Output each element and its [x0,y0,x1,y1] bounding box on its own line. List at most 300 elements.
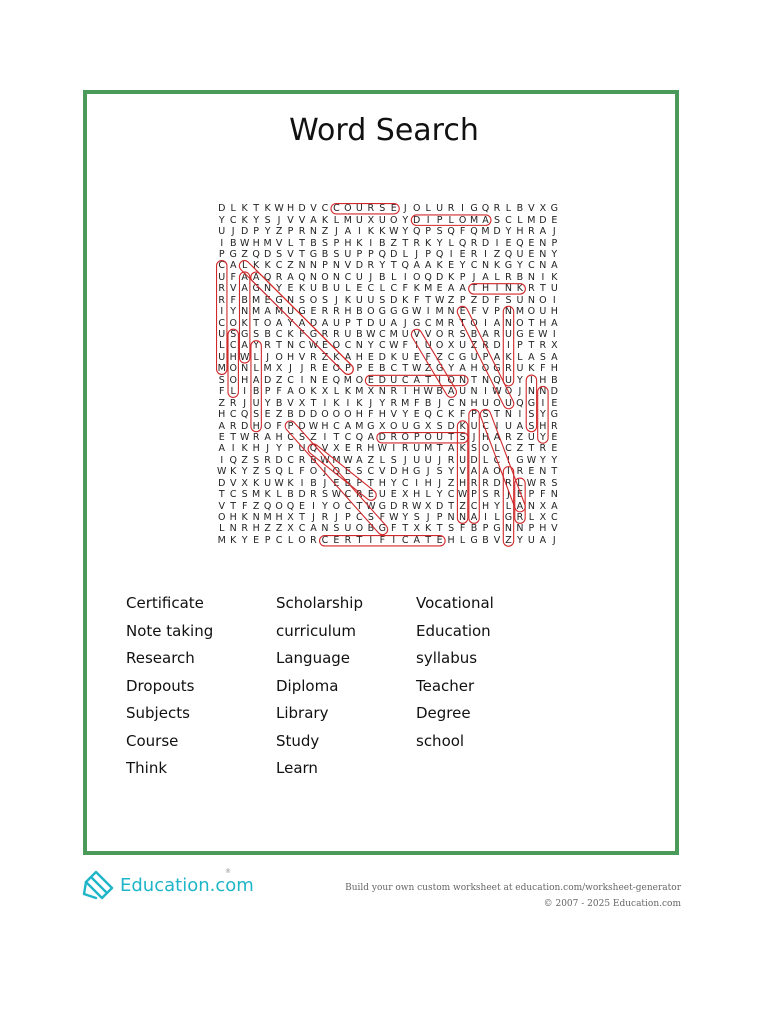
grid-letter: J [312,512,315,524]
grid-letter: P [528,523,535,535]
grid-letter: P [356,477,363,489]
grid-letter: O [401,431,409,443]
grid-letter: Y [459,260,466,272]
grid-letter: R [229,397,237,409]
grid-letter: S [253,409,260,421]
grid-letter: Q [309,443,318,455]
grid-letter: P [494,306,500,318]
grid-row [216,237,560,248]
grid-letter: X [539,512,547,524]
grid-letter: V [379,466,386,478]
grid-letter: Z [367,454,375,466]
grid-letter: E [390,203,397,215]
grid-letter: E [528,248,535,260]
grid-letter: I [438,374,442,386]
grid-letter: E [264,409,271,421]
grid-letter: F [276,420,282,432]
grid-row [216,283,560,294]
grid-letter: V [229,283,237,295]
grid-letter: D [309,409,318,421]
grid-letter: H [401,466,409,478]
grid-letter: L [333,214,340,226]
grid-letter: N [252,512,260,524]
grid-letter: U [470,351,478,363]
grid-letter: V [424,329,432,341]
grid-letter: Q [493,374,501,386]
grid-letter: O [412,203,421,215]
grid-letter: T [448,500,455,512]
grid-letter: Q [481,203,490,215]
grid-letter: O [309,294,318,306]
grid-letter: I [552,329,556,341]
grid-letter: D [550,386,558,398]
grid-letter: K [390,351,397,363]
grid-letter: I [507,340,510,352]
grid-letter: X [367,214,375,226]
grid-letter: M [263,237,272,249]
grid-letter: E [287,283,294,295]
grid-letter: Q [470,226,478,238]
grid-letter: K [241,214,248,226]
grid-letter: N [527,294,535,306]
grid-letter: D [470,454,478,466]
grid-letter: Z [241,454,248,466]
grid-row [216,203,560,214]
grid-letter: I [529,374,533,386]
grid-letter: E [321,374,328,386]
grid-letter: M [435,306,444,318]
grid-letter: J [472,271,476,283]
grid-letter: N [332,260,340,272]
grid-letter: F [494,294,500,306]
grid-letter: R [344,534,352,546]
grid-letter: V [287,397,294,409]
grid-letter: P [322,260,328,272]
grid-letter: T [459,317,466,329]
grid-letter: L [528,512,535,524]
grid-letter: O [229,374,237,386]
grid-letter: A [287,386,294,398]
grid-letter: K [379,226,386,238]
grid-letter: F [379,534,386,546]
grid-letter: H [286,203,295,215]
grid-letter: P [218,248,225,260]
grid-letter: K [551,271,558,283]
grid-letter: R [356,489,363,501]
grid-letter: D [275,454,283,466]
grid-letter: K [287,329,294,341]
word-list [126,592,566,779]
grid-letter: B [252,386,260,398]
grid-letter: E [436,534,443,546]
grid-letter: X [539,500,547,512]
grid-letter: O [332,500,341,512]
grid-letter: E [528,466,535,478]
grid-letter: N [241,363,249,375]
grid-letter: F [413,397,420,409]
grid-letter: T [402,363,409,375]
grid-letter: B [310,454,317,466]
grid-letter: L [402,248,408,260]
grid-letter: S [333,523,340,535]
grid-letter: G [458,351,467,363]
grid-letter: Q [240,409,249,421]
grid-letter: N [527,500,535,512]
grid-letter: R [298,226,306,238]
grid-letter: A [528,351,535,363]
grid-letter: B [516,271,524,283]
grid-letter: Z [436,351,443,363]
grid-letter: F [230,271,236,283]
grid-letter: E [367,489,374,501]
grid-letter: T [356,317,363,329]
grid-row [216,420,560,431]
grid-letter: B [264,329,271,341]
grid-letter: X [367,386,375,398]
grid-letter: H [539,374,547,386]
grid-letter: D [218,203,226,215]
grid-letter: P [345,317,351,329]
grid-letter: D [298,203,306,215]
grid-letter: M [263,363,272,375]
grid-letter: B [379,237,386,249]
grid-letter: G [378,500,386,512]
grid-letter: Z [275,374,283,386]
grid-letter: N [332,271,340,283]
grid-letter: L [287,466,294,478]
grid-letter: N [504,283,512,295]
grid-letter: A [413,534,420,546]
grid-letter: Q [435,248,444,260]
grid-letter: V [298,214,306,226]
grid-letter: T [356,500,363,512]
grid-letter: A [310,214,317,226]
grid-row [216,249,560,260]
grid-letter: Y [448,363,455,375]
grid-letter: L [391,271,397,283]
grid-letter: L [494,512,500,524]
grid-letter: L [505,203,512,215]
grid-letter: I [495,420,499,432]
grid-letter: Y [551,248,558,260]
grid-letter: C [482,420,489,432]
grid-letter: G [390,306,398,318]
grid-letter: Y [287,317,294,329]
grid-letter: A [321,317,329,329]
grid-letter: I [220,237,224,249]
grid-letter: R [310,363,317,375]
grid-letter: W [308,420,319,432]
grid-letter: N [527,386,535,398]
grid-letter: M [401,397,410,409]
grid-letter: Y [230,306,237,318]
grid-letter: R [252,431,260,443]
grid-letter: Q [424,271,432,283]
word-list-item: syllabus [416,649,478,667]
grid-letter: E [448,260,455,272]
grid-letter: G [229,248,237,260]
grid-letter: T [528,317,535,329]
grid-letter: C [298,340,306,352]
grid-letter: V [310,203,317,215]
footer-generator-link[interactable]: Build your own custom worksheet at education.com/worksheet-generator [345,883,681,893]
grid-letter: S [241,489,248,501]
grid-letter: Y [218,214,225,226]
grid-letter: A [344,351,352,363]
grid-letter: P [482,351,489,363]
grid-letter: V [528,203,535,215]
grid-letter: A [551,260,558,272]
grid-letter: C [493,454,501,466]
grid-letter: M [343,214,352,226]
grid-letter: O [263,420,272,432]
grid-letter: Y [402,226,409,238]
worksheet-title: Word Search [289,113,479,148]
grid-letter: A [218,443,225,455]
grid-letter: F [540,489,546,501]
grid-letter: E [356,283,363,295]
grid-letter: R [470,477,478,489]
grid-row [216,306,560,317]
grid-letter: P [356,363,363,375]
grid-letter: I [369,237,373,249]
grid-letter: V [298,351,306,363]
grid-letter: A [447,443,455,455]
grid-row [216,352,560,363]
grid-letter: J [335,512,338,524]
grid-letter: I [484,386,487,398]
grid-letter: K [459,420,466,432]
grid-letter: F [540,363,546,375]
grid-letter: A [493,431,501,443]
grid-letter: L [459,534,466,546]
grid-letter: U [482,397,489,409]
grid-letter: D [481,237,490,249]
grid-letter: N [447,306,455,318]
grid-letter: O [355,523,364,535]
grid-letter: E [528,329,535,341]
grid-letter: M [274,306,284,318]
grid-letter: W [217,466,227,478]
grid-letter: C [447,397,455,409]
grid-letter: Q [275,466,283,478]
grid-letter: K [310,386,317,398]
grid-letter: M [527,214,536,226]
grid-letter: K [413,283,420,295]
grid-letter: C [505,443,512,455]
grid-letter: G [493,523,501,535]
grid-letter: U [413,443,421,455]
grid-letter: N [298,260,306,272]
grid-letter: I [449,248,453,260]
grid-letter: R [401,500,409,512]
grid-letter: J [289,363,292,375]
grid-letter: V [482,306,489,318]
grid-row [216,214,560,225]
grid-letter: G [309,248,318,260]
grid-letter: G [550,409,559,421]
grid-letter: C [401,534,409,546]
grid-letter: X [333,443,340,455]
grid-letter: O [355,374,364,386]
grid-row [216,363,560,374]
grid-letter: K [264,489,271,501]
grid-letter: R [505,363,512,375]
grid-letter: B [379,363,386,375]
word-list-item: Course [126,731,179,750]
grid-letter: S [230,329,237,341]
grid-letter: Z [447,477,455,489]
footer-copyright: © 2007 - 2025 Education.com [543,899,681,909]
grid-letter: J [507,489,510,501]
grid-letter: R [447,329,455,341]
grid-letter: D [539,214,547,226]
grid-letter: A [470,512,478,524]
grid-letter: T [551,466,558,478]
grid-letter: R [505,271,512,283]
grid-letter: C [344,500,352,512]
grid-letter: S [299,431,306,443]
grid-letter: J [403,454,407,466]
grid-letter: L [219,340,225,352]
grid-letter: Z [390,237,398,249]
grid-letter: U [459,340,467,352]
grid-letter: C [367,466,375,478]
grid-letter: L [287,534,294,546]
grid-row [216,489,560,500]
grid-letter: C [401,374,409,386]
grid-letter: T [436,443,443,455]
grid-letter: G [413,466,421,478]
grid-letter: U [332,317,340,329]
grid-letter: Q [332,466,341,478]
grid-letter: K [253,477,260,489]
grid-letter: S [551,477,558,489]
grid-letter: Y [367,340,374,352]
grid-letter: R [333,329,340,341]
grid-letter: F [219,386,225,398]
grid-letter: F [471,306,477,318]
grid-letter: D [447,420,455,432]
grid-letter: U [436,203,444,215]
grid-letter: Z [470,294,478,306]
grid-letter: T [448,431,455,443]
word-list-item: Scholarship [276,594,363,612]
grid-letter: A [367,431,375,443]
grid-letter: P [482,523,489,535]
grid-letter: V [551,523,558,535]
grid-letter: Q [401,260,409,272]
grid-letter: Z [516,443,524,455]
grid-letter: C [229,409,237,421]
grid-letter: F [299,329,305,341]
grid-letter: A [344,226,352,238]
grid-letter: T [230,500,237,512]
grid-letter: R [505,431,512,443]
grid-letter: Q [447,226,455,238]
grid-letter: C [356,512,363,524]
grid-letter: Z [424,363,432,375]
grid-letter: S [264,466,271,478]
grid-letter: A [551,317,558,329]
grid-letter: A [241,340,248,352]
grid-letter: O [493,466,501,478]
grid-letter: R [401,443,409,455]
grid-letter: R [218,294,226,306]
grid-letter: U [504,329,512,341]
grid-letter: N [527,271,535,283]
grid-letter: A [424,260,432,272]
grid-letter: A [356,454,363,466]
grid-letter: F [379,512,386,524]
grid-letter: H [470,363,478,375]
grid-letter: U [424,340,432,352]
grid-letter: P [425,226,432,238]
grid-row [216,272,560,283]
grid-letter: T [310,397,317,409]
grid-letter: U [218,271,226,283]
grid-letter: U [401,329,409,341]
grid-letter: B [275,397,283,409]
grid-letter: K [459,443,466,455]
grid-letter: O [447,374,455,386]
grid-letter: H [459,477,467,489]
grid-letter: P [345,363,351,375]
grid-letter: P [471,489,477,501]
grid-letter: E [551,397,558,409]
grid-letter: H [229,351,237,363]
grid-letter: J [438,397,442,409]
grid-letter: N [241,306,249,318]
grid-letter: X [424,500,432,512]
grid-letter: D [435,271,444,283]
grid-letter: E [413,351,420,363]
grid-letter: S [493,214,500,226]
grid-letter: D [298,420,306,432]
grid-letter: I [541,397,545,409]
word-list-item: Certificate [126,594,204,612]
grid-letter: O [470,317,478,329]
grid-letter: I [403,271,407,283]
grid-letter: K [425,523,432,535]
grid-letter: W [331,489,342,501]
grid-letter: E [333,534,340,546]
grid-letter: C [333,203,340,215]
grid-letter: Y [551,454,558,466]
grid-letter: H [252,237,260,249]
grid-letter: K [253,260,260,272]
grid-letter: O [390,420,398,432]
grid-letter: E [551,214,558,226]
grid-letter: E [367,363,374,375]
grid-letter: H [378,477,386,489]
grid-letter: I [484,248,487,260]
grid-letter: S [436,420,443,432]
grid-letter: N [550,489,558,501]
grid-letter: R [528,283,535,295]
grid-letter: Z [321,226,329,238]
grid-letter: M [252,294,261,306]
grid-letter: U [344,523,352,535]
grid-letter: U [310,283,317,295]
grid-letter: N [504,306,512,318]
word-list-item: Degree [416,704,471,722]
grid-letter: P [356,248,363,260]
grid-letter: R [367,260,375,272]
grid-row [216,317,560,328]
grid-letter: I [392,534,396,546]
grid-letter: S [505,294,512,306]
